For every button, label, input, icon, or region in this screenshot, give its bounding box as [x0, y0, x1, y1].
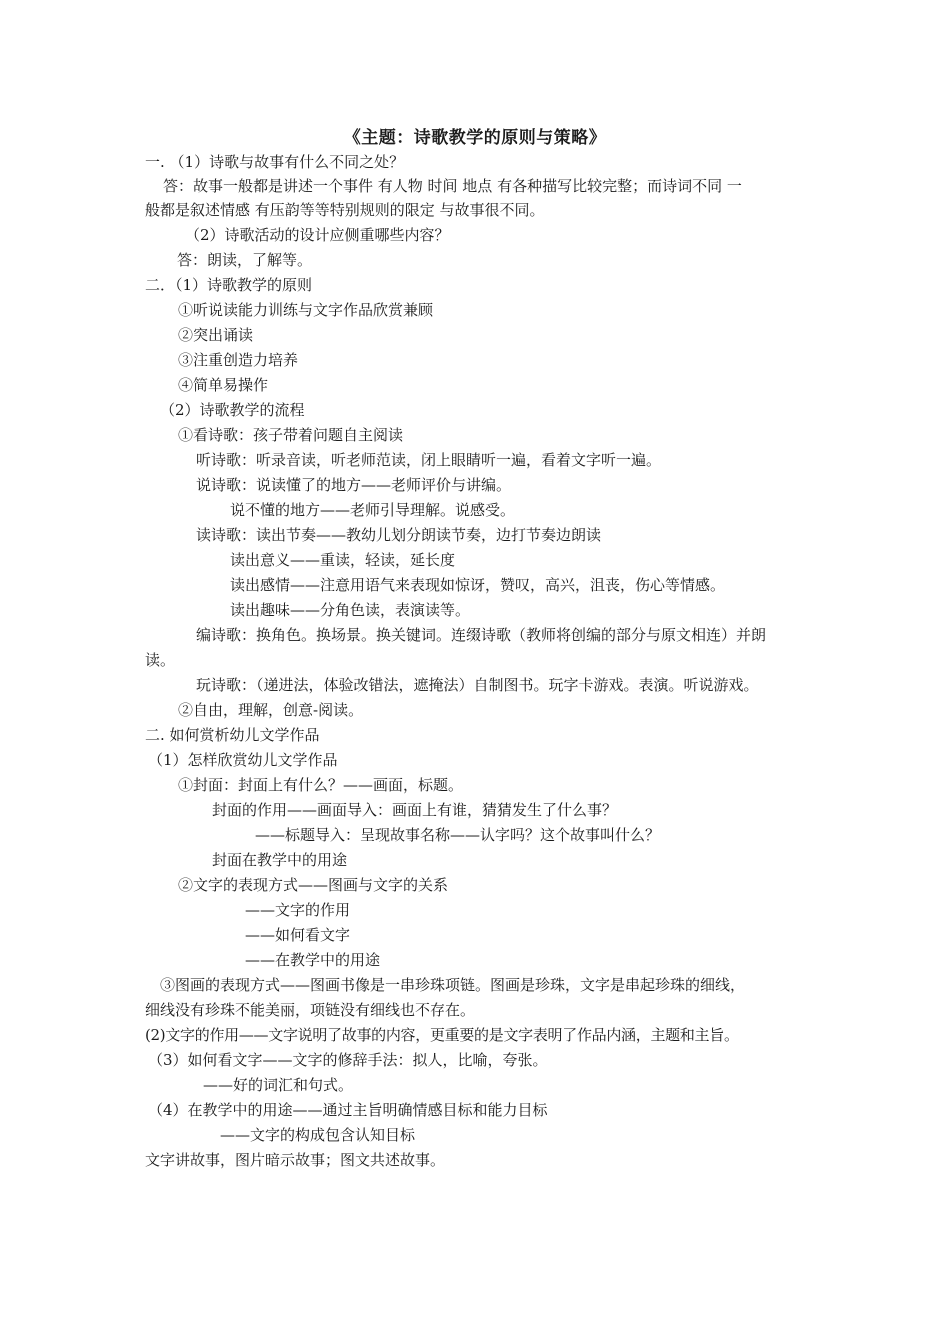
- picture-expression-line1: ③图画的表现方式——图画书像是一串珍珠项链。图画是珍珠，文字是串起珍珠的细线，: [160, 976, 746, 994]
- answer1-line1: 答：故事一般都是讲述一个事件 有人物 时间 地点 有各种描写比较完整；而诗词不同 一: [163, 177, 742, 195]
- text-function-item: ——文字的作用: [245, 901, 351, 919]
- principle-4: ④简单易操作: [178, 376, 269, 394]
- q2-line: （2）诗歌活动的设计应侧重哪些内容？: [185, 226, 450, 244]
- answer2-line: 答：朗读，了解等。: [177, 251, 313, 269]
- teaching-usage-line: （4）在教学中的用途——通过主旨明确情感目标和能力目标: [148, 1101, 548, 1119]
- q1-line: 一. （1）诗歌与故事有什么不同之处？: [145, 153, 405, 171]
- process-read-meaning: 读出意义——重读，轻读，延长度: [230, 551, 456, 569]
- cover-function: 封面的作用——画面导入：画面上有谁，猜猜发生了什么事？: [212, 801, 618, 819]
- cognitive-goal-line: ——文字的构成包含认知目标: [220, 1126, 416, 1144]
- process-speak-2: 说不懂的地方——老师引导理解。说感受。: [230, 501, 516, 519]
- rhetoric-line: （3）如何看文字——文字的修辞手法：拟人，比喻，夸张。: [148, 1051, 548, 1069]
- answer1-line2: 般都是叙述情感 有压韵等等特别规则的限定 与故事很不同。: [145, 201, 545, 219]
- principle-3: ③注重创造力培养: [178, 351, 299, 369]
- text-role-line: (2)文字的作用——文字说明了故事的内容，更重要的是文字表明了作品内涵，主题和主旨。: [145, 1026, 739, 1044]
- process-compose-line1: 编诗歌：换角色。换场景。换关键词。连缀诗歌（教师将创编的部分与原文相连）并朗: [196, 626, 767, 644]
- document-title: 《主题：诗歌教学的原则与策略》: [343, 128, 607, 148]
- process-free: ②自由，理解，创意-阅读。: [178, 701, 364, 719]
- process-play: 玩诗歌：（递进法，体验改错法，遮掩法）自制图书。玩字卡游戏。表演。听说游戏。: [196, 676, 759, 694]
- section3-heading: 二. 如何赏析幼儿文学作品: [145, 726, 320, 744]
- cover-title-intro: ——标题导入：呈现故事名称——认字吗？这个故事叫什么？: [255, 826, 661, 844]
- cover-line: ①封面：封面上有什么？——画面，标题。: [178, 776, 464, 794]
- principle-2: ②突出诵读: [178, 326, 254, 344]
- process-read-emotion: 读出感情——注意用语气来表现如惊讶，赞叹，高兴，沮丧，伤心等情感。: [230, 576, 726, 594]
- cover-usage: 封面在教学中的用途: [212, 851, 348, 869]
- appreciate-heading: （1）怎样欣赏幼儿文学作品: [148, 751, 338, 769]
- how-to-read-item: ——如何看文字: [245, 926, 351, 944]
- vocab-line: ——好的词汇和句式。: [203, 1076, 354, 1094]
- process-listen: 听诗歌：听录音读，听老师范读，闭上眼睛听一遍，看着文字听一遍。: [196, 451, 662, 469]
- principle-1: ①听说读能力训练与文字作品欣赏兼顾: [178, 301, 434, 319]
- process-compose-line2: 读。: [145, 651, 176, 669]
- process-read: 读诗歌：读出节奏——教幼儿划分朗读节奏，边打节奏边朗读: [196, 526, 602, 544]
- process-speak: 说诗歌：说读懂了的地方——老师评价与讲编。: [196, 476, 512, 494]
- text-expression: ②文字的表现方式——图画与文字的关系: [178, 876, 449, 894]
- section2-heading: 二．（1）诗歌教学的原则: [145, 276, 313, 294]
- process-read-fun: 读出趣味——分角色读，表演读等。: [230, 601, 471, 619]
- process-heading: （2）诗歌教学的流程: [160, 401, 305, 419]
- summary-line: 文字讲故事，图片暗示故事；图文共述故事。: [145, 1151, 446, 1169]
- process-look: ①看诗歌：孩子带着问题自主阅读: [178, 426, 404, 444]
- usage-item: ——在教学中的用途: [245, 951, 381, 969]
- picture-expression-line2: 细线没有珍珠不能美丽，项链没有细线也不存在。: [145, 1001, 476, 1019]
